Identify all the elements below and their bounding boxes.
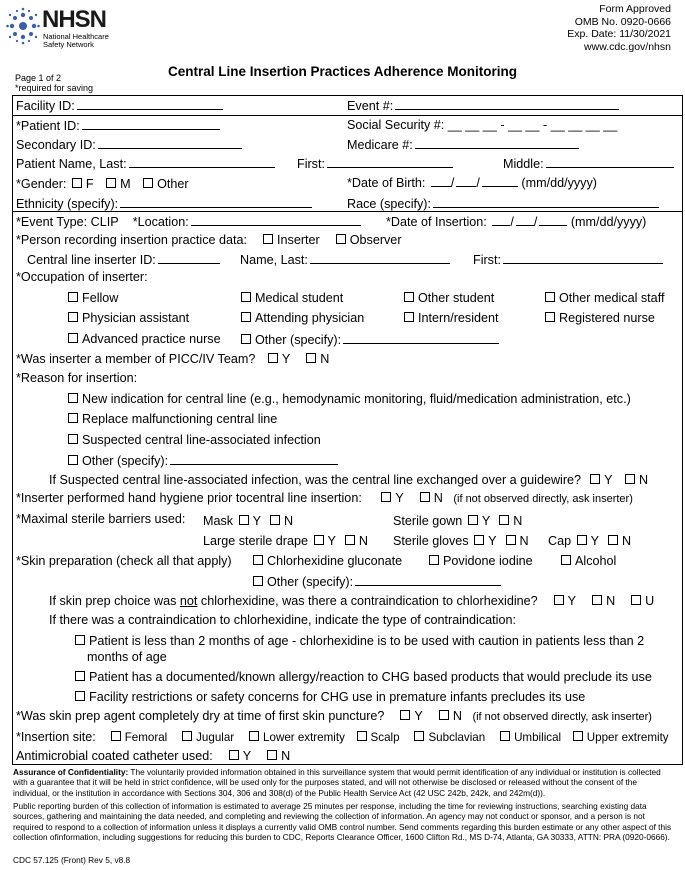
site-label: *Insertion site:	[16, 730, 96, 744]
skin-other-checkbox[interactable]	[253, 576, 263, 586]
occ-fellow-label: Fellow	[82, 291, 119, 305]
gender-label: *Gender:	[16, 177, 67, 191]
occ-apn-label: Advanced practice nurse	[82, 332, 221, 346]
occ-otherstudent-label: Other student	[418, 291, 495, 305]
page-number: Page 1 of 2	[15, 73, 62, 83]
picc-label: *Was inserter a member of PICC/IV Team?	[16, 352, 256, 366]
dry-yes-label: Y	[414, 709, 423, 723]
site-scalp-checkbox[interactable]	[357, 731, 367, 741]
site-umbilical-checkbox[interactable]	[500, 731, 510, 741]
occ-othermedstaff-checkbox[interactable]	[545, 292, 555, 302]
observer-label: Observer	[349, 233, 402, 247]
occ-otherstudent-checkbox[interactable]	[404, 292, 414, 302]
burden-statement: Public reporting burden of this collection of information is estimated to average 25 minutes per response, including the time for reviewing instructions, searching existing data sources, gathering and maintaining the data needed, and completing and reviewing the collection of information. An agency may not conduct or sponsor, and a person is not required to respond to a collection of information unless it displays a currently valid OMB control number. Send comments regarding this burden estimate or any other aspect of this collection ofinformation, including suggestions for reducing this burden to CDC, Reports Clearance Officer, 1600 Clifton Rd., MS D-74, Atlanta, GA 30333, ATTN: PRA (0920-0666).	[13, 801, 672, 843]
guidewire-no-checkbox[interactable]	[625, 474, 635, 484]
occ-apn-checkbox[interactable]	[68, 333, 78, 343]
contra-age-label-cont: months of age	[87, 650, 167, 664]
event-type-label: *Event Type: CLIP	[16, 215, 119, 229]
gloves-no-label: N	[519, 534, 529, 548]
form-code: CDC 57.125 (Front) Rev 5, v8.8	[13, 855, 131, 865]
dob-year[interactable]	[482, 175, 518, 187]
antimicrobial-no-checkbox[interactable]	[267, 750, 277, 760]
page-title: Central Line Insertion Practices Adherence Monitoring	[167, 64, 518, 79]
contra-allergy-checkbox[interactable]	[75, 671, 85, 681]
gown-no-label: N	[513, 514, 523, 528]
gender-other-checkbox[interactable]	[143, 178, 153, 188]
dry-label: *Was skin prep agent completely dry at time of first skin puncture?	[16, 709, 385, 723]
event-input[interactable]	[395, 98, 619, 110]
contra-age-label: Patient is less than 2 months of age - chlorhexidine is to be used with caution in patients less than 2	[89, 634, 645, 648]
dob-day[interactable]	[456, 175, 476, 187]
dry-yes-checkbox[interactable]	[400, 710, 410, 720]
gown-yes-checkbox[interactable]	[468, 515, 478, 525]
cap-yes-checkbox[interactable]	[577, 535, 587, 545]
skin-prep-label: *Skin preparation (check all that apply)	[16, 554, 232, 568]
occ-medstudent-label: Medical student	[255, 291, 344, 305]
occ-rn-checkbox[interactable]	[545, 312, 555, 322]
patient-id-input[interactable]	[82, 118, 220, 130]
contra-facility-checkbox[interactable]	[75, 691, 85, 701]
occ-fellow-checkbox[interactable]	[68, 292, 78, 302]
reason-replace-checkbox[interactable]	[68, 413, 78, 423]
site-upper-checkbox[interactable]	[573, 731, 583, 741]
confidentiality-notice	[13, 767, 675, 798]
contra-yes-label: Y	[567, 594, 577, 608]
cap-yes-label: Y	[590, 534, 600, 548]
globe-icon	[6, 6, 40, 46]
occ-other-label: Other (specify):	[255, 333, 342, 347]
site-subclavian-checkbox[interactable]	[414, 731, 424, 741]
skin-other-input[interactable]	[355, 574, 501, 586]
contra-facility-label: Facility restrictions or safety concerns for CHG use in premature infants precludes its use	[89, 690, 586, 704]
reason-other-input[interactable]	[170, 453, 338, 465]
first-name-label: First:	[297, 157, 325, 171]
omb-header	[567, 3, 671, 53]
gown-yes-label: Y	[481, 514, 491, 528]
occ-medstudent-checkbox[interactable]	[241, 292, 251, 302]
povidone-checkbox[interactable]	[429, 555, 439, 565]
guidewire-yes-label: Y	[604, 473, 613, 487]
nhsn-logo	[6, 4, 116, 50]
occupation-label: *Occupation of inserter:	[16, 270, 148, 284]
mask-no-label: N	[284, 514, 294, 528]
occ-intern-label: Intern/resident	[418, 311, 499, 325]
location-label: *Location:	[132, 215, 189, 229]
mask-yes-checkbox[interactable]	[239, 515, 249, 525]
observer-checkbox[interactable]	[336, 234, 346, 244]
doi-format: (mm/dd/yyyy)	[570, 215, 647, 229]
povidone-label: Povidone iodine	[443, 554, 533, 568]
occ-pa-label: Physician assistant	[82, 311, 190, 325]
contra-type-label: If there was a contraindication to chlorhexidine, indicate the type of contraindication:	[49, 613, 516, 627]
picc-yes-checkbox[interactable]	[268, 353, 278, 363]
gender-other-label: Other	[157, 177, 189, 191]
inserter-last-input[interactable]	[310, 252, 450, 264]
contra-no-checkbox[interactable]	[592, 595, 602, 605]
confidentiality-label: Assurance of Confidentiality:	[13, 767, 129, 777]
event-row	[347, 98, 619, 114]
facility-row	[16, 98, 223, 114]
occ-attending-label: Attending physician	[255, 311, 365, 325]
antimicrobial-no-label: N	[281, 749, 291, 763]
gloves-yes-label: Y	[488, 534, 497, 548]
insertion-date-label: *Date of Insertion:	[386, 215, 487, 229]
last-name-input[interactable]	[129, 156, 275, 168]
drape-no-label: N	[358, 534, 369, 548]
gender-f-label: F	[85, 177, 94, 191]
dob-label: *Date of Birth:	[347, 176, 426, 190]
first-name-input[interactable]	[327, 156, 453, 168]
drape-yes-label: Y	[327, 534, 336, 548]
inserter-id-input[interactable]	[158, 252, 220, 264]
last-name-label: Patient Name, Last:	[16, 157, 127, 171]
reason-other-checkbox[interactable]	[68, 455, 78, 465]
inserter-id-label: Central line inserter ID:	[27, 253, 156, 267]
inserter-first-label: First:	[473, 253, 501, 267]
reason-infection-checkbox[interactable]	[68, 434, 78, 444]
occ-other-input[interactable]	[343, 332, 499, 344]
omb-number: OMB No. 0920-0666	[574, 15, 671, 28]
secondary-id-label: Secondary ID:	[16, 138, 96, 152]
location-input[interactable]	[191, 214, 361, 226]
patient-id-label: *Patient ID:	[16, 119, 80, 133]
reason-new-label: New indication for central line (e.g., hemodynamic monitoring, fluid/medication administration, etc.)	[82, 392, 631, 406]
doi-day[interactable]	[516, 214, 534, 226]
site-umbilical-label: Umbilical	[514, 731, 562, 744]
reason-new-checkbox[interactable]	[68, 393, 78, 403]
site-femoral-label: Femoral	[124, 731, 168, 744]
gown-no-checkbox[interactable]	[499, 515, 509, 525]
occ-attending-checkbox[interactable]	[241, 312, 251, 322]
hand-note: (if not observed directly, ask inserter)	[453, 493, 633, 505]
form-approved: Form Approved	[599, 3, 671, 15]
contra-no-label: N	[606, 594, 616, 608]
occ-other-checkbox[interactable]	[241, 334, 251, 344]
alcohol-checkbox[interactable]	[561, 555, 571, 565]
race-input[interactable]	[433, 196, 659, 208]
divider	[13, 115, 682, 116]
guidewire-yes-checkbox[interactable]	[590, 474, 600, 484]
race-label: Race (specify):	[347, 197, 431, 211]
logo-acronym: NHSN	[42, 6, 107, 33]
reason-other-label: Other (specify):	[82, 454, 169, 468]
middle-name-label: Middle:	[503, 157, 544, 171]
inserter-checkbox[interactable]	[263, 234, 273, 244]
gender-m-checkbox[interactable]	[106, 178, 116, 188]
facility-label: Facility ID:	[16, 99, 75, 113]
hand-yes-label: Y	[395, 491, 404, 505]
facility-input[interactable]	[77, 98, 223, 110]
divider	[13, 211, 682, 212]
site-lower-checkbox[interactable]	[249, 731, 259, 741]
form-body: Facility ID: Event #: *Patient ID: Social Security #: __ __ __ - __ __ - __ __ __ __ Secondary ID: Medicare #: Patient Name, Last: First: Middle: *Gender: F M Other *Date of Birth: / / (mm/dd/yyyy) Ethnicity (specify): Race (specify): *Event Type: CLIP *Location: *Date of Insertion: / / (mm/dd/yyyy) *Person recording insertion practice data: Inserter Observer Central line inserter ID: Name, Last: First: *Occupation of inserter: Fellow Medical student Other student Other medical staff Physician assistant Attending physician Intern/resident Registered nurse Advanced practice nurse Other (specify): *Was inserter a member of PICC/IV Team? Y N *Reason for insertion: New indication for central line (e.g., hemodynamic monitoring, fluid/medication administration, etc.) Replace malfunctioning central line Suspected central line-associated infection Other (specify): If Suspected central line-associated infection, was the central line exchanged over a guidewire? Y N *Inserter performed hand hygiene prior tocentral line insertion: Y N (if not observed directly, ask inserter) *Maximal sterile barriers used: Mask Y N Sterile gown Y N Large sterile drape Y N Sterile gloves Y N Cap Y N *Skin preparation (check all that apply) Chlorhexidine gluconate Povidone iodine Alcohol Other (specify): If skin prep choice was not chlorhexidine, was there a contraindication to chlorhexidine? Y N U If there was a contraindication to chlorhexidine, indicate the type of contraindication: Patient is less than 2 months of age - chlorhexidine is to be used with caution in patients less than 2 months of age Patient has a documented/known allergy/reaction to CHG based products that would preclude its use Facility restrictions or safety concerns for CHG use in premature infants precludes its use *Was skin prep agent completely dry at time of first skin puncture? Y N (if not observed directly, ask inserter) *Insertion site: Femoral Jugular Lower extremity Scalp Subclavian Umbilical Upper extremity Antimicrobial coated catheter used: Y N	[12, 95, 683, 765]
drape-yes-checkbox[interactable]	[314, 535, 324, 545]
site-jugular-checkbox[interactable]	[182, 731, 192, 741]
contra-unknown-label: U	[645, 594, 655, 608]
alcohol-label: Alcohol	[575, 554, 617, 568]
guidewire-label: If Suspected central line-associated infection, was the central line exchanged over a guidewire?	[49, 473, 582, 487]
occ-rn-label: Registered nurse	[559, 311, 655, 325]
ssn-input[interactable]: __ __ __ - __ __ - __ __ __ __	[447, 118, 618, 132]
mask-no-checkbox[interactable]	[270, 515, 280, 525]
confidentiality-text: The voluntarily provided information obtained in this surveillance system that would permit identification of any individual or institution is collected with a guarantee that it will be held in strict confidence, will be used only for the purposes stated, and will not otherwise be disclosed or released without the consent of the individual, or the institution in accordance with Sections 304, 306 and 308(d) of the Public Health Service Act (42 USC 242b, 242k, and 242m(d)).	[13, 767, 661, 798]
drape-no-checkbox[interactable]	[345, 535, 355, 545]
antimicrobial-label: Antimicrobial coated catheter used:	[16, 749, 213, 763]
site-jugular-label: Jugular	[196, 731, 235, 744]
picc-no-checkbox[interactable]	[306, 353, 316, 363]
antimicrobial-yes-checkbox[interactable]	[229, 750, 239, 760]
reason-infection-label: Suspected central line-associated infection	[82, 433, 321, 447]
reason-label: *Reason for insertion:	[16, 371, 138, 385]
site-upper-label: Upper extremity	[586, 731, 669, 744]
contra-allergy-label: Patient has a documented/known allergy/reaction to CHG based products that would preclude its use	[89, 670, 652, 684]
inserter-first-input[interactable]	[503, 252, 663, 264]
hand-yes-checkbox[interactable]	[381, 492, 391, 502]
occ-pa-checkbox[interactable]	[68, 312, 78, 322]
exp-date: Exp. Date: 11/30/2021	[567, 28, 671, 40]
dry-note: (if not observed directly, ask inserter)	[472, 711, 652, 723]
middle-name-input[interactable]	[546, 156, 674, 168]
chg-label: Chlorhexidine gluconate	[267, 554, 403, 568]
mask-label: Mask	[203, 514, 234, 528]
contra-q-part2: chlorhexidine, was there a contraindication to chlorhexidine?	[197, 594, 538, 608]
gloves-label: Sterile gloves	[393, 534, 469, 548]
skin-other-label: Other (specify):	[267, 575, 354, 589]
website: www.cdc.gov/nhsn	[584, 40, 671, 53]
inserter-label: Inserter	[277, 233, 320, 247]
gender-m-label: M	[120, 177, 131, 191]
recorder-label: *Person recording insertion practice data:	[16, 233, 248, 247]
event-label: Event #:	[347, 99, 394, 113]
inserter-last-label: Name, Last:	[240, 253, 308, 267]
page-info	[15, 73, 93, 93]
medicare-input[interactable]	[415, 137, 579, 149]
occ-othermedstaff-label: Other medical staff	[559, 291, 665, 305]
site-scalp-label: Scalp	[370, 731, 400, 744]
occ-intern-checkbox[interactable]	[404, 312, 414, 322]
secondary-id-input[interactable]	[98, 137, 242, 149]
cap-no-checkbox[interactable]	[608, 535, 618, 545]
hand-hygiene-label: *Inserter performed hand hygiene prior tocentral line insertion:	[16, 491, 362, 505]
ethnicity-input[interactable]	[120, 196, 312, 208]
doi-month[interactable]	[492, 214, 510, 226]
ssn-label: Social Security #:	[347, 118, 445, 132]
gloves-yes-checkbox[interactable]	[474, 535, 484, 545]
cap-label: Cap	[548, 534, 572, 548]
gloves-no-checkbox[interactable]	[506, 535, 516, 545]
contra-age-checkbox[interactable]	[75, 635, 85, 645]
doi-year[interactable]	[539, 214, 567, 226]
required-note: *required for saving	[15, 83, 94, 93]
hand-no-checkbox[interactable]	[420, 492, 430, 502]
logo-line2: Safety Network	[43, 40, 94, 49]
medicare-label: Medicare #:	[347, 138, 413, 152]
picc-no-label: N	[320, 352, 330, 366]
picc-yes-label: Y	[281, 352, 291, 366]
cap-no-label: N	[622, 534, 632, 548]
dob-format: (mm/dd/yyyy)	[521, 176, 597, 190]
reason-replace-label: Replace malfunctioning central line	[82, 412, 278, 426]
mask-yes-label: Y	[252, 514, 261, 528]
logo-line1: National Healthcare	[43, 32, 109, 41]
dry-no-checkbox[interactable]	[439, 710, 449, 720]
site-lower-label: Lower extremity	[263, 731, 345, 744]
site-femoral-checkbox[interactable]	[111, 731, 121, 741]
hand-no-label: N	[433, 491, 443, 505]
site-subclavian-label: Subclavian	[428, 731, 486, 744]
gender-f-checkbox[interactable]	[72, 178, 82, 188]
antimicrobial-yes-label: Y	[242, 749, 252, 763]
dob-month[interactable]	[431, 175, 451, 187]
dry-no-label: N	[452, 709, 462, 723]
contra-q-part1: If skin prep choice was	[49, 594, 180, 608]
contra-q-not: not	[179, 594, 198, 608]
barriers-label: *Maximal sterile barriers used:	[16, 512, 186, 526]
contra-unknown-checkbox[interactable]	[631, 595, 641, 605]
guidewire-no-label: N	[638, 473, 649, 487]
contra-yes-checkbox[interactable]	[554, 595, 564, 605]
gown-label: Sterile gown	[393, 514, 463, 528]
drape-label: Large sterile drape	[203, 534, 309, 548]
chg-checkbox[interactable]	[253, 555, 263, 565]
ethnicity-label: Ethnicity (specify):	[16, 197, 119, 211]
